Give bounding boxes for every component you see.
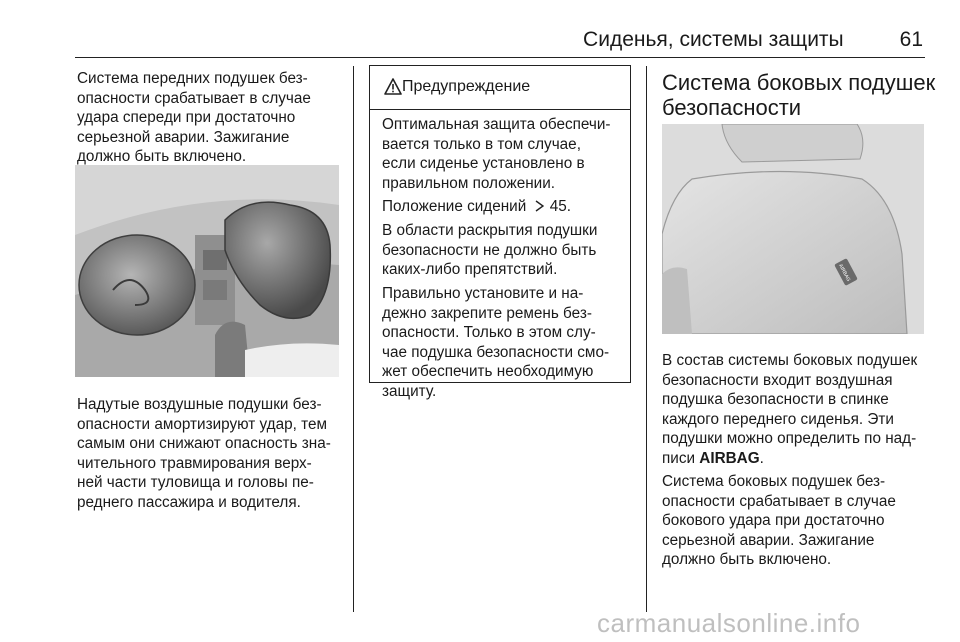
warning-box — [369, 65, 631, 400]
section-title: Сиденья, системы защиты — [583, 28, 844, 51]
front-airbags-illustration — [75, 165, 339, 377]
text-line: серьезной аварии. Зажигание — [662, 531, 875, 549]
column-divider-left — [353, 66, 354, 612]
text-line: В области раскрытия подушки — [382, 222, 598, 239]
warning-paragraph-1 — [382, 115, 627, 193]
text-line: если сиденье установлено в — [382, 155, 585, 173]
side-airbag-heading — [662, 70, 952, 120]
text-line: подушки можно определить по над- — [662, 430, 917, 448]
text-line: чае подушка безопасности смо- — [382, 343, 610, 361]
airbag-label-text: AIRBAG — [699, 449, 760, 467]
text-line: опасности срабатывает в случае — [662, 492, 896, 510]
warning-title: Предупреждение — [402, 78, 531, 95]
heading-line: безопасности — [662, 95, 802, 120]
text-line: опасности амортизируют удар, тем — [77, 415, 327, 433]
page-ref-arrow-icon — [535, 200, 544, 212]
text-line: чительного травмирования верх- — [77, 454, 312, 472]
side-airbag-paragraph-2 — [662, 472, 932, 570]
text-line: подушка безопасности в спинке — [662, 391, 889, 409]
text-line: Система передних подушек без- — [77, 70, 308, 87]
warning-triangle-icon — [384, 78, 402, 95]
text-line: дежно закрепите ремень без- — [382, 304, 592, 322]
seat-airbag-tag: AIRBAG — [837, 263, 852, 283]
page-reference[interactable]: 45. — [549, 198, 572, 215]
text-line: правильном положении. — [382, 174, 556, 192]
text-line: вается только в том случае, — [382, 135, 581, 153]
seat-airbag-label-photo — [662, 124, 924, 334]
warning-paragraph-2: Положение сидений 45. — [382, 198, 572, 215]
text-line: Оптимальная защита обеспечи- — [382, 116, 611, 133]
text-line: реднего пассажира и водителя. — [77, 493, 301, 511]
text-line: должно быть включено. — [77, 148, 247, 166]
text-line: самым они снижают опасность зна- — [77, 435, 331, 453]
text-line: опасности срабатывает в случае — [77, 89, 311, 107]
header-rule — [75, 57, 925, 58]
text-line: ней части туловища и головы пе- — [77, 474, 314, 492]
text-line: В состав системы боковых подушек — [662, 352, 918, 369]
text-line: бокового удара при достаточно — [662, 512, 885, 530]
page-header — [583, 28, 923, 52]
text-line: каждого переднего сиденья. Эти — [662, 410, 894, 428]
text-line: Надутые воздушные подушки без- — [77, 396, 322, 413]
text-line: удара спереди при достаточно — [77, 109, 296, 127]
page-number: 61 — [899, 28, 923, 51]
text-line: защиту. — [382, 382, 437, 400]
text-line: Правильно установите и на- — [382, 285, 584, 302]
text-line: безопасности не должно быть — [382, 241, 597, 259]
text-line: должно быть включено. — [662, 551, 832, 569]
text-line: Система боковых подушек без- — [662, 473, 886, 490]
warning-header — [370, 66, 630, 110]
text-line: серьезной аварии. Зажигание — [77, 128, 290, 146]
warning-paragraph-4 — [382, 284, 627, 402]
text-line: каких-либо препятствий. — [382, 261, 558, 279]
heading-line: Система боковых подушек — [662, 70, 936, 95]
text-line: безопасности входит воздушная — [662, 371, 893, 389]
text-line: опасности. Только в этом слу- — [382, 324, 596, 342]
side-airbag-paragraph-1 — [662, 351, 932, 469]
text-line: писи AIRBAG. — [662, 449, 764, 467]
text-line: жет обеспечить необходимую — [382, 363, 594, 381]
watermark: carmanualsonline.info — [597, 608, 861, 638]
front-airbag-description — [77, 395, 347, 513]
column-divider-right — [646, 66, 647, 612]
warning-paragraph-3 — [382, 221, 627, 280]
front-airbag-intro — [77, 69, 347, 167]
